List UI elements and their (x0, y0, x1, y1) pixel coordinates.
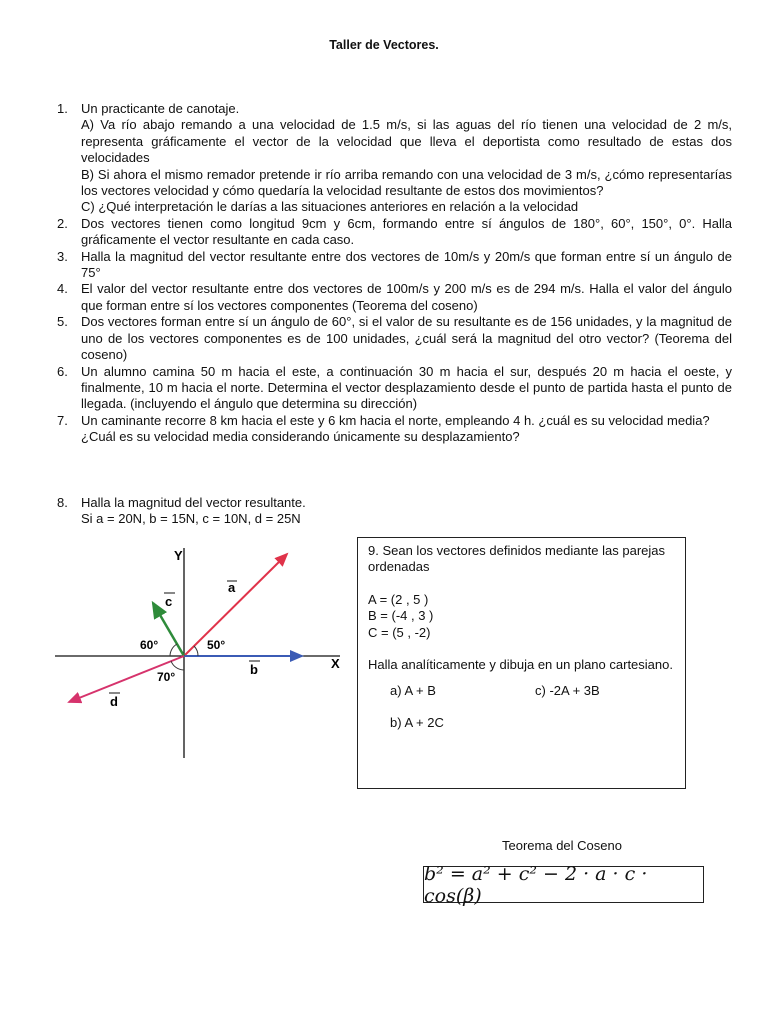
exercise-4 (57, 281, 732, 314)
exercise-list (57, 101, 732, 446)
vector-B-def: B = (-4 , 3 ) (368, 608, 434, 624)
vector-A-def: A = (2 , 5 ) (368, 591, 429, 607)
vector-C-def: C = (5 , -2) (368, 624, 431, 640)
exercise-text: ¿Cuál es su velocidad media considerando únicamente su desplazamiento? (81, 429, 520, 445)
exercise-text: El valor del vector resultante entre dos vectores de 100m/s y 200 m/s es de 294 m/s. Halla el valor del ángulo que forman entre sí los vectores componentes (Teorema del coseno) (81, 281, 732, 313)
exercise-text: Halla la magnitud del vector resultante. (81, 495, 306, 510)
angle-50-label: 50° (207, 638, 226, 652)
exercise-8 (57, 495, 732, 528)
exercise-9-box (357, 537, 686, 789)
exercise-text: Dos vectores tienen como longitud 9cm y 6cm, formando entre sí ángulos de 180°, 60°, 150°, 0°. Halla gráficamente el vector resultante en cada caso. (81, 215, 732, 248)
exercise-number: 3. (57, 248, 68, 264)
exercise-number: 6. (57, 363, 68, 379)
x-axis-label: X (331, 656, 340, 671)
exercise-2 (57, 216, 732, 249)
option-c: c) -2A + 3B (535, 683, 600, 699)
exercise-text: Dos vectores forman entre sí un ángulo de 60°, si el valor de su resultante es de 156 unidades, y la magnitud de uno de los vectores componentes es de 100 unidades, ¿cuál será la magnitud del otro vector? (Teorema del coseno) (81, 314, 732, 363)
vector-a-label: a (228, 580, 236, 595)
vector-c-label: c (165, 594, 173, 609)
option-b: b) A + 2C (390, 715, 444, 731)
exercise-9-intro: 9. Sean los vectores definidos mediante las parejas ordenadas (368, 543, 666, 575)
angle-arc (171, 661, 184, 670)
vector-a (184, 554, 287, 656)
vector-b-label: b (250, 662, 258, 677)
exercise-number: 4. (57, 281, 68, 297)
exercise-number: 5. (57, 314, 68, 330)
exercise-number: 1. (57, 101, 68, 116)
exercise-text: C) ¿Qué interpretación le darías a las situaciones anteriores en relación a la velocidad (81, 199, 579, 215)
exercise-text: A) Va río abajo remando a una velocidad de 1.5 m/s, si las aguas del río tienen una velocidad de 2 m/s, representa gráficamente el vector de la velocidad que lleva el deportista como resultado de estas dos velocidades (81, 117, 732, 166)
angle-70-label: 70° (157, 670, 176, 684)
exercise-7 (57, 413, 732, 446)
exercise-text: Un alumno camina 50 m hacia el este, a continuación 30 m hacia el sur, después 20 m hacia el oeste, y finalmente, 10 m hacia el norte. Determina el vector desplazamiento desde el punto de partida hasta el punto de llegada. (incluyendo el ángulo que determina su dirección) (81, 363, 732, 412)
cosine-theorem-label: Teorema del Coseno (502, 838, 622, 853)
exercise-text: Halla la magnitud del vector resultante entre dos vectores de 10m/s y 20m/s que forman entre sí un ángulo de 75° (81, 248, 732, 281)
angle-60-label: 60° (140, 638, 159, 652)
exercise-9-instruction: Halla analíticamente y dibuja en un plano cartesiano. (368, 657, 673, 673)
exercise-text: Un practicante de canotaje. (81, 101, 240, 116)
option-a: a) A + B (390, 683, 436, 699)
y-axis-label: Y (174, 548, 183, 563)
angle-arc (170, 644, 177, 656)
exercise-number: 8. (57, 495, 68, 510)
page-title: Taller de Vectores. (329, 38, 439, 52)
exercise-number: 7. (57, 412, 68, 428)
exercise-text: B) Si ahora el mismo remador pretende ir río arriba remando con una velocidad de 3 m/s, ¿cómo representarías los vectores velocidad y cómo quedaría la velocidad resultante de estos dos movimientos? (81, 166, 732, 199)
vector-d-label: d (110, 694, 118, 709)
angle-arc (194, 646, 198, 656)
exercise-3 (57, 249, 732, 282)
cosine-formula: b² = a² + c² − 2 · a · c · cos(β) (423, 866, 704, 903)
exercise-text: Un caminante recorre 8 km hacia el este y 6 km hacia el norte, empleando 4 h. ¿cuál es su velocidad media? (81, 412, 710, 428)
exercise-5 (57, 314, 732, 363)
exercise-1 (57, 101, 732, 216)
vector-diagram (40, 540, 360, 770)
exercise-6 (57, 364, 732, 413)
exercise-number: 2. (57, 215, 68, 231)
exercise-text: Si a = 20N, b = 15N, c = 10N, d = 25N (81, 511, 301, 527)
